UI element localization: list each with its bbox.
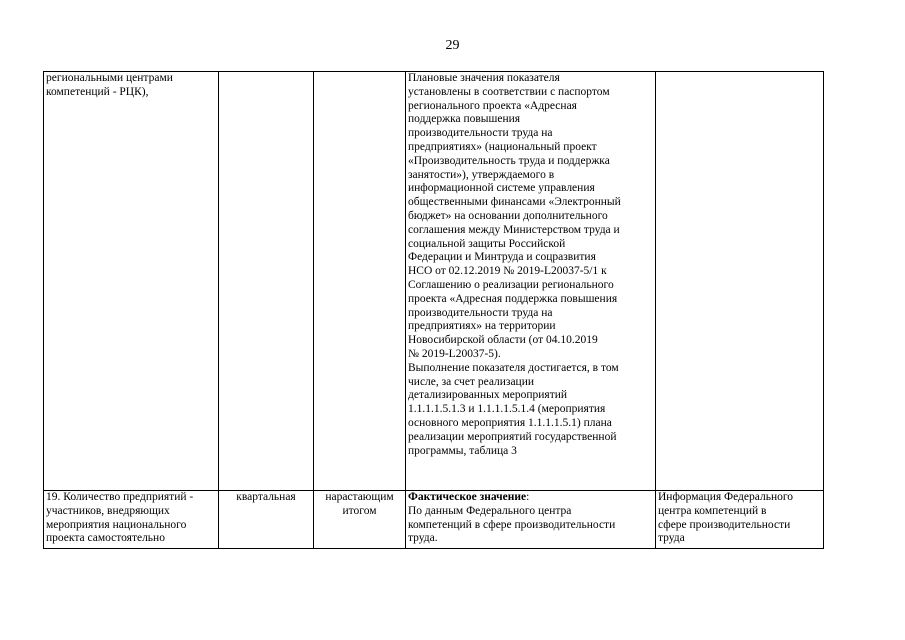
periodicity-cell <box>219 72 314 491</box>
page-number: 29 <box>445 38 460 53</box>
method-text: нарастающим итогом <box>325 491 394 517</box>
method-cell <box>314 491 406 549</box>
calculation-cell <box>406 72 656 491</box>
indicator-name-cell <box>44 72 219 491</box>
source-cell <box>656 491 824 549</box>
indicator-name-text: 19. Количество предприятий - участников, внедряющих мероприятия национального проекта самостоятельно <box>46 491 194 545</box>
indicator-name-cell <box>44 491 219 549</box>
actual-value-label-colon: : <box>526 491 530 503</box>
source-text: Информация Федерального центра компетенций в сфере производительности труда <box>658 491 794 545</box>
actual-value-label: Фактическое значение <box>408 491 527 503</box>
table-row <box>44 72 824 491</box>
calculation-cell <box>406 491 656 549</box>
indicator-name-text: региональными центрами компетенций - РЦК), <box>46 72 173 98</box>
periodicity-text: квартальная <box>236 491 296 503</box>
table-row <box>44 491 824 549</box>
source-cell <box>656 72 824 491</box>
periodicity-cell <box>219 491 314 549</box>
indicator-table <box>43 71 824 549</box>
calculation-text: Плановые значения показателя установлены в соответствии с паспортом регионального проекта «Адресная поддержка повышения производительности труда на предприятиях» (национальный проект «Производительность труда и поддержка занятости»), утверждаемого в информационной системе управления общественными финансами «Электронный бюджет» на основании дополнительного соглашения между Министерством труда и социальной защиты Российской Федерации и Минтруда и соцразвития НСО от 02.12.2019 № 2019-L20037-5/1 к Соглашению о реализации регионального проекта «Адресная поддержка повышения производительности труда на предприятиях» на территории Новосибирской области (от 04.10.2019 № 2019-L20037-5). Выполнение показателя достигается, в том числе, за счет реализации детализированных мероприятий 1.1.1.1.5.1.3 и 1.1.1.1.5.1.4 (мероприятия основного мероприятия 1.1.1.1.5.1) плана реализации мероприятий государственной программы, таблица 3 <box>408 72 621 457</box>
method-cell <box>314 72 406 491</box>
calculation-text: По данным Федерального центра компетенций в сфере производительности труда. <box>408 504 616 545</box>
